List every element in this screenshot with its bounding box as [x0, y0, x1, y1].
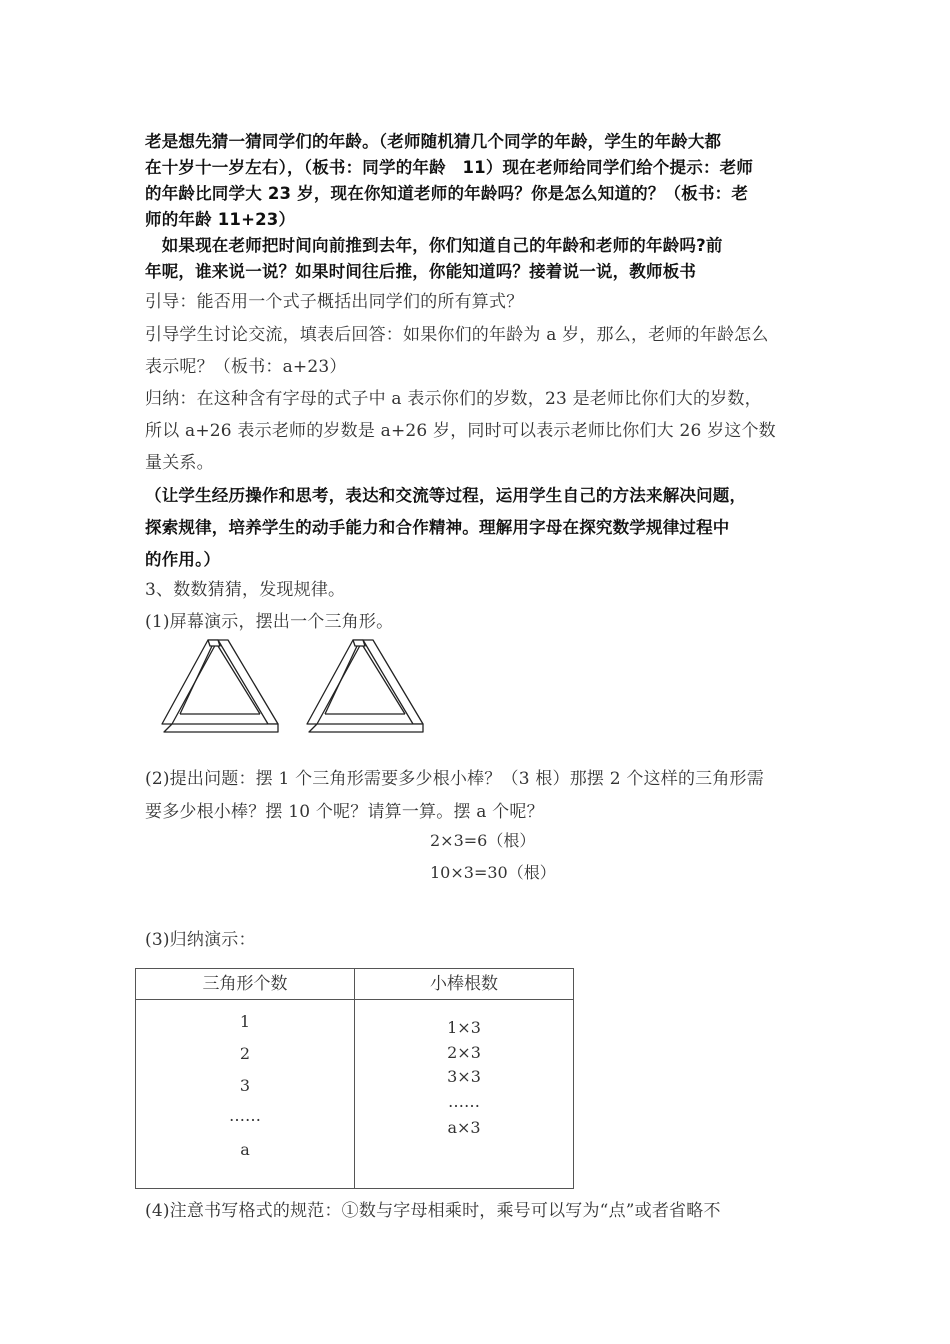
table-header: 三角形个数 [136, 969, 355, 1000]
step-text: (1)屏幕演示，摆出一个三角形。 [145, 612, 394, 632]
cell-value: …… [229, 1106, 261, 1125]
section-heading: 3、数数猜猜，发现规律。 [145, 580, 346, 600]
bold-note-line: （让学生经历操作和思考，表达和交流等过程，运用学生自己的方法来解决问题， [145, 486, 747, 505]
formula: 10×3=30（根） [430, 863, 556, 882]
bold-text-line: 的年龄比同学大 23 岁，现在你知道老师的年龄吗？你是怎么知道的？（板书：老 [145, 184, 749, 203]
step-text: 要多少根小棒？摆 10 个呢？请算一算。摆 a 个呢？ [145, 802, 544, 822]
cell-value: a [240, 1140, 250, 1159]
cell-value: 2×3 [447, 1043, 481, 1062]
cell-value: 1 [239, 1012, 251, 1031]
step-text: (4)注意书写格式的规范：①数与字母相乘时，乘号可以写为“点”或者省略不 [145, 1201, 721, 1221]
summary-text: 所以 a+26 表示老师的岁数是 a+26 岁，同时可以表示老师比你们大 26 岁这个数 [145, 421, 776, 441]
summary-text: 量关系。 [145, 453, 214, 473]
table-cell [355, 1000, 574, 1189]
bold-text-line: 在十岁十一岁左右），（板书：同学的年龄 11）现在老师给同学们给个提示：老师 [145, 158, 754, 177]
stick-triangle-figure [305, 632, 435, 740]
cell-value: 3 [239, 1076, 251, 1095]
guide-text: 表示呢？（板书：a+23） [145, 357, 347, 377]
bold-note-line: 的作用。） [145, 550, 221, 569]
bold-text-line: 师的年龄 11+23） [145, 210, 296, 229]
formula: 2×3=6（根） [430, 831, 536, 850]
cell-value: 1×3 [447, 1018, 481, 1037]
bold-note-line: 探索规律，培养学生的动手能力和合作精神。理解用字母在探究数学规律过程中 [145, 518, 730, 537]
cell-value: …… [448, 1092, 480, 1111]
cell-value: a×3 [447, 1118, 481, 1137]
guide-text: 引导：能否用一个式子概括出同学们的所有算式？ [145, 292, 524, 312]
cell-value: 2 [239, 1044, 251, 1063]
stick-triangle-figure [160, 632, 290, 740]
bold-text-line: 年呢，谁来说一说？如果时间往后推，你能知道吗？接着说一说，教师板书 [145, 262, 697, 281]
guide-text: 引导学生讨论交流，填表后回答：如果你们的年龄为 a 岁，那么，老师的年龄怎么 [145, 325, 769, 345]
table-cell [136, 1000, 355, 1189]
table-header: 小棒根数 [355, 969, 574, 1000]
bold-text-line: 如果现在老师把时间向前推到去年，你们知道自己的年龄和老师的年龄吗?前 [145, 236, 723, 255]
summary-text: 归纳：在这种含有字母的式子中 a 表示你们的岁数，23 是老师比你们大的岁数， [145, 389, 762, 409]
cell-value: 3×3 [447, 1067, 481, 1086]
summary-table [135, 968, 574, 1189]
bold-text-line: 老是想先猜一猜同学们的年龄。（老师随机猜几个同学的年龄，学生的年龄大都 [145, 132, 722, 151]
step-text: (3)归纳演示： [145, 930, 256, 950]
step-text: (2)提出问题：摆 1 个三角形需要多少根小棒？（3 根）那摆 2 个这样的三角形需 [145, 769, 764, 789]
